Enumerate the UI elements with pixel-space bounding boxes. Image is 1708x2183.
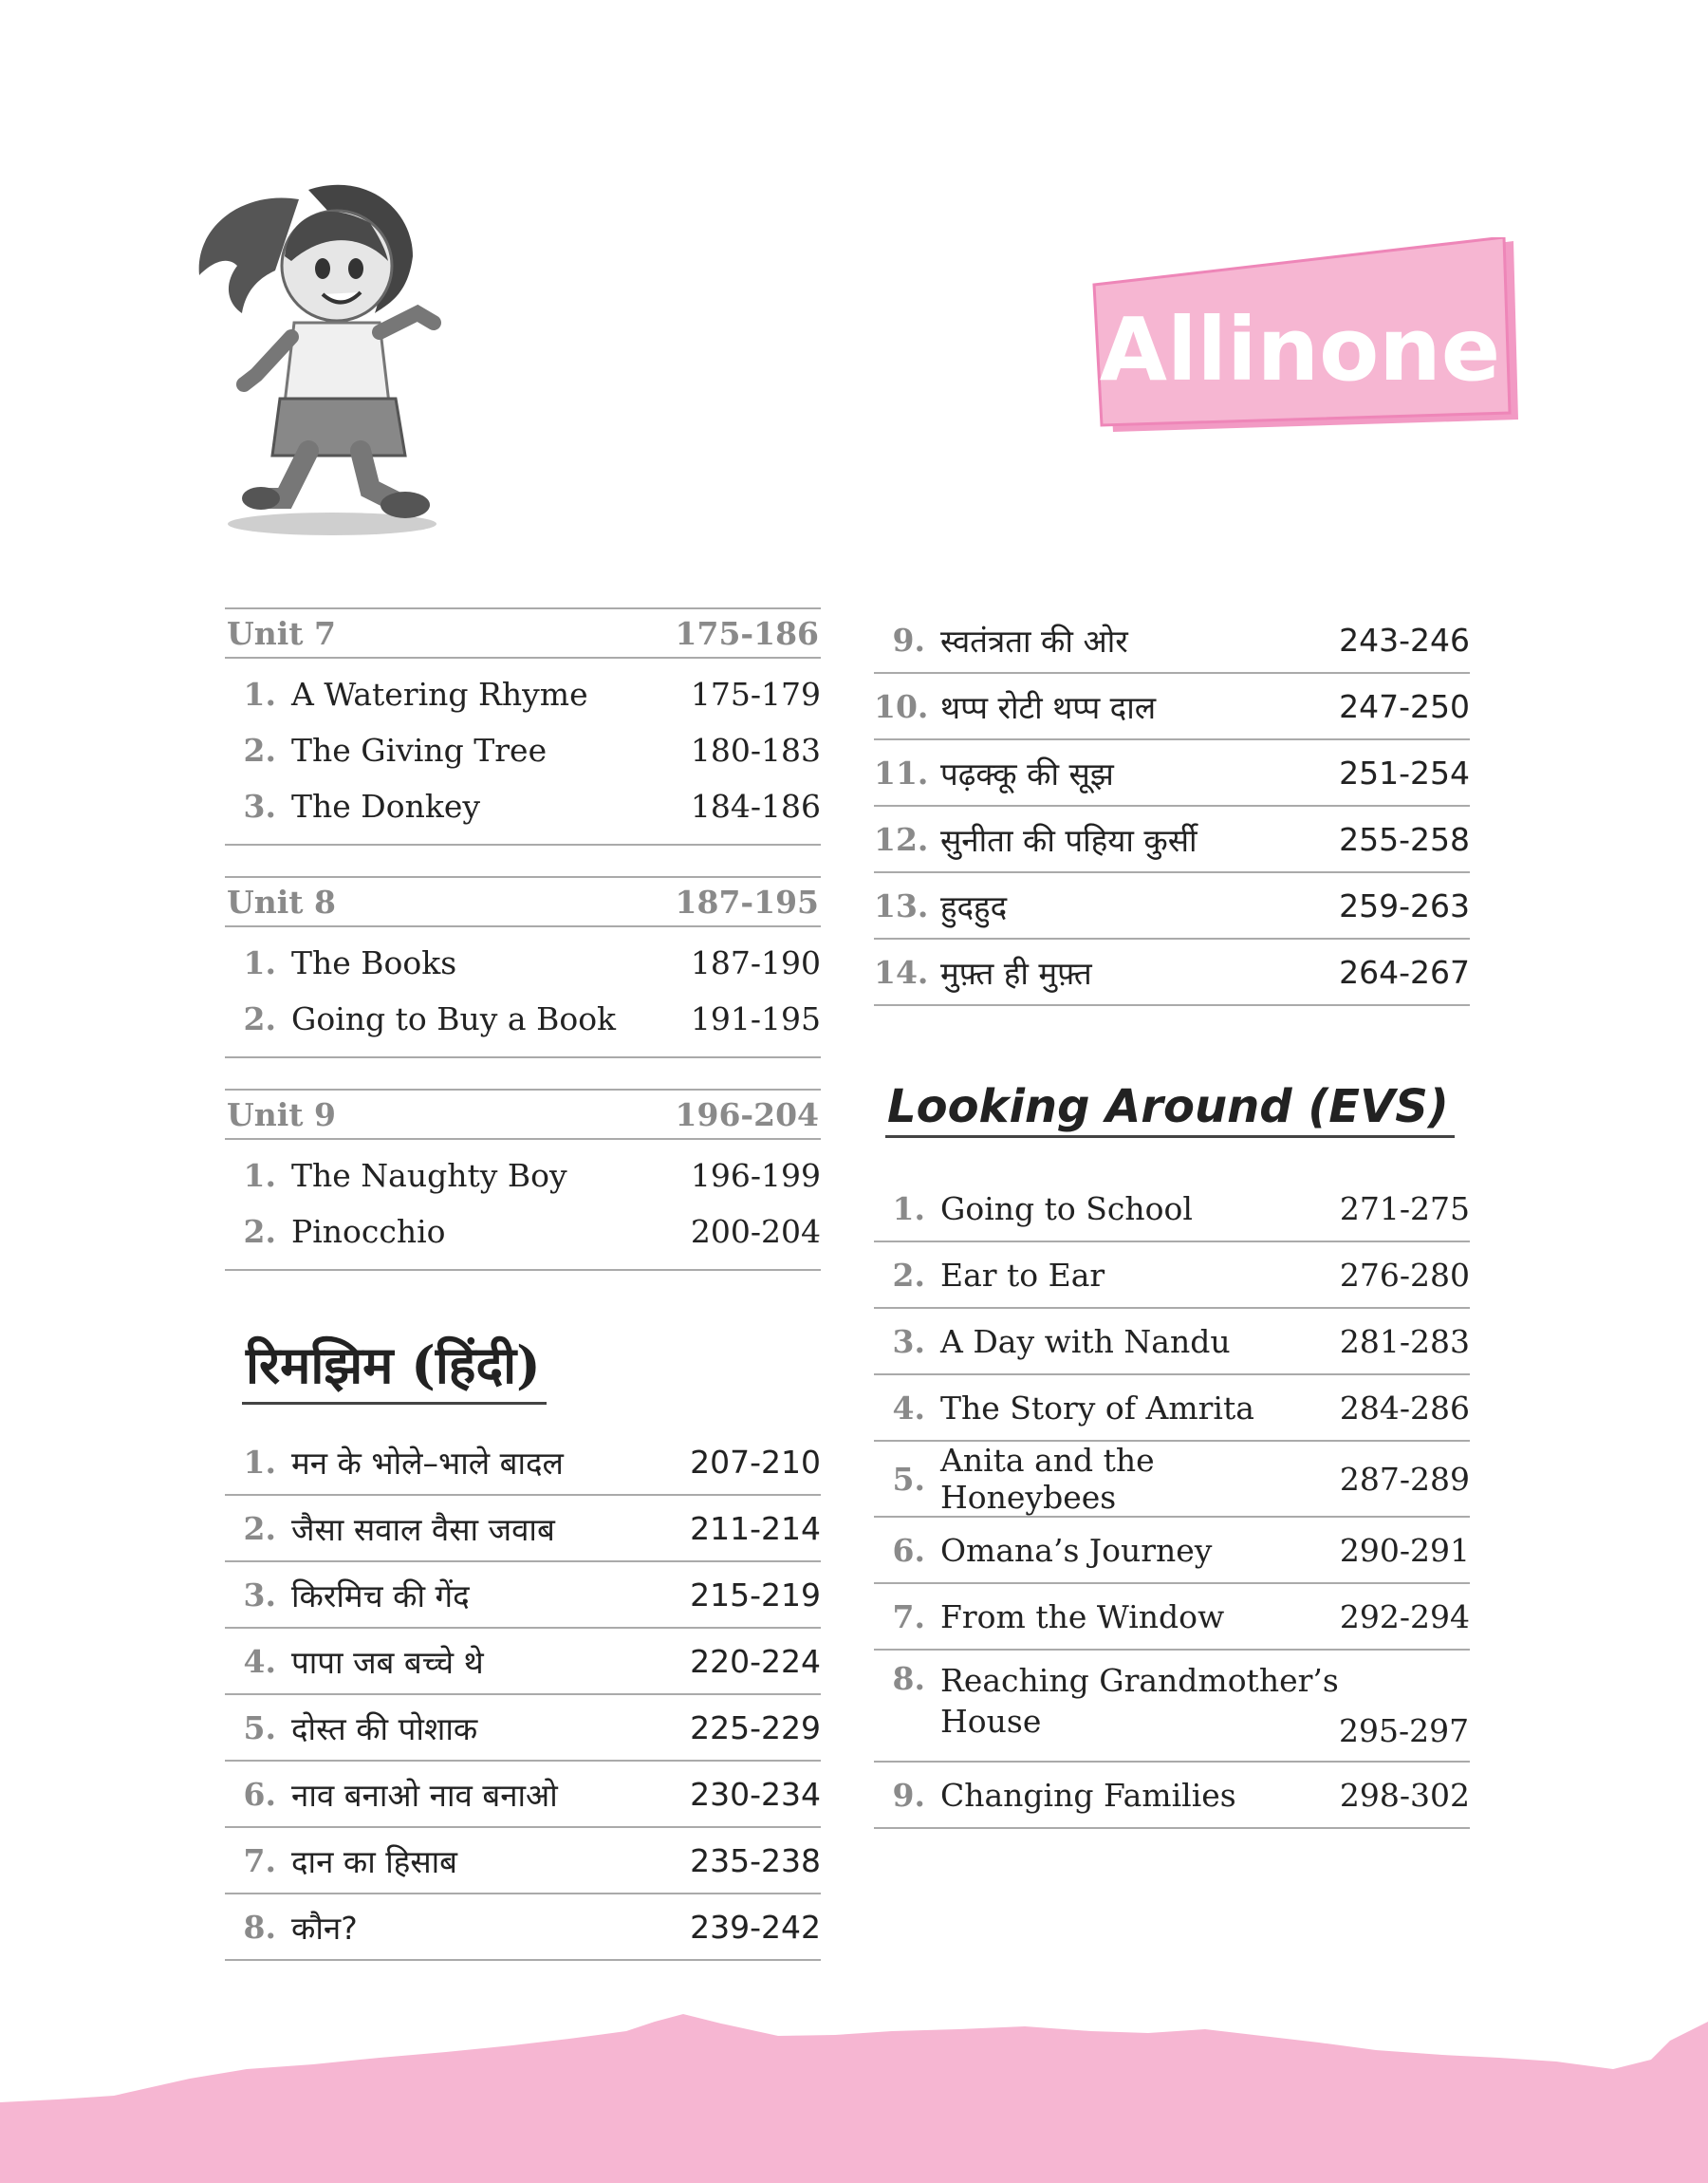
unit-items (225, 659, 821, 846)
unit-8 (225, 876, 821, 1058)
item-pages: 298-302 (1339, 1776, 1470, 1814)
item-number: 8. (243, 1908, 276, 1946)
right-column (874, 607, 1470, 1829)
item-title: थप्प रोटी थप्प दाल (940, 688, 1157, 726)
item-pages: 191-195 (690, 1000, 821, 1037)
list-item (225, 722, 821, 778)
item-pages: 215-219 (690, 1576, 821, 1614)
list-item (225, 1828, 821, 1894)
list-item (225, 778, 821, 834)
list-item (874, 674, 1470, 740)
evs-list (874, 1176, 1470, 1829)
list-item (225, 1496, 821, 1562)
unit-header (225, 1089, 821, 1140)
item-pages: 251-254 (1339, 754, 1470, 792)
item-title: A Watering Rhyme (291, 676, 588, 713)
item-number: 2. (243, 1213, 276, 1250)
hindi-section-title: रिमझिम (हिंदी) (242, 1328, 547, 1405)
item-title: Anita and the Honeybees (940, 1442, 1155, 1516)
item-title: Pinocchio (291, 1213, 446, 1250)
hindi-list-left (225, 1429, 821, 1961)
item-pages: 207-210 (690, 1443, 821, 1481)
item-number: 6. (243, 1775, 276, 1813)
list-item (874, 1242, 1470, 1309)
unit-header (225, 607, 821, 659)
list-item (225, 1562, 821, 1629)
item-pages: 196-199 (690, 1157, 821, 1194)
unit-pages: 175-186 (675, 614, 819, 652)
item-title: पढ़क्कू की सूझ (940, 755, 1114, 793)
list-item (225, 1203, 821, 1259)
item-pages: 243-246 (1339, 621, 1470, 659)
item-pages: 271-275 (1339, 1189, 1470, 1227)
item-pages: 276-280 (1339, 1256, 1470, 1294)
item-number: 14. (874, 953, 929, 991)
item-title: सुनीता की पहिया कुर्सी (940, 821, 1197, 859)
list-item (874, 1375, 1470, 1442)
item-number: 2. (243, 1000, 276, 1037)
item-title: The Naughty Boy (291, 1157, 567, 1194)
item-number: 1. (243, 676, 276, 713)
item-number: 3. (243, 788, 276, 825)
item-pages: 230-234 (690, 1775, 821, 1813)
item-pages: 259-263 (1339, 886, 1470, 924)
list-item (225, 1695, 821, 1762)
item-pages: 184-186 (690, 788, 821, 825)
item-pages: 281-283 (1339, 1322, 1470, 1360)
item-title: Changing Families (940, 1776, 1236, 1814)
item-pages: 264-267 (1339, 953, 1470, 991)
item-title: Going to Buy a Book (291, 1000, 617, 1037)
torn-paper-edge (0, 1993, 1708, 2183)
left-column (225, 607, 821, 1961)
item-pages: 290-291 (1339, 1531, 1470, 1569)
item-title: मन के भोले–भाले बादल (291, 1444, 564, 1482)
item-number: 4. (892, 1389, 925, 1427)
item-pages: 295-297 (1339, 1712, 1470, 1749)
list-item (225, 1762, 821, 1828)
unit-label: Unit 9 (227, 1095, 337, 1133)
item-title: कौन? (291, 1909, 358, 1947)
unit-7 (225, 607, 821, 846)
item-number: 4. (243, 1642, 276, 1680)
list-item (874, 940, 1470, 1006)
item-pages: 284-286 (1339, 1389, 1470, 1427)
item-pages: 292-294 (1339, 1597, 1470, 1635)
item-pages: 211-214 (690, 1509, 821, 1547)
item-pages: 180-183 (690, 732, 821, 769)
list-item (874, 1442, 1470, 1518)
item-title: Reaching Grandmother’s House (940, 1662, 1339, 1740)
item-title: दोस्त की पोशाक (291, 1709, 478, 1747)
unit-items (225, 927, 821, 1058)
unit-9 (225, 1089, 821, 1271)
list-item (225, 666, 821, 722)
item-title: नाव बनाओ नाव बनाओ (291, 1776, 558, 1814)
item-number: 7. (892, 1597, 925, 1635)
item-title: मुफ़्त ही मुफ़्त (940, 954, 1092, 992)
item-number: 5. (892, 1460, 925, 1498)
item-title: The Books (291, 944, 457, 981)
item-title: हुदहुद (940, 887, 1008, 925)
item-number: 6. (892, 1531, 925, 1569)
item-number: 13. (874, 886, 929, 924)
list-item (874, 740, 1470, 807)
item-title: Going to School (940, 1189, 1193, 1227)
unit-items (225, 1140, 821, 1271)
item-number: 3. (892, 1322, 925, 1360)
item-pages: 247-250 (1339, 687, 1470, 725)
logo-text: Allinone (1099, 299, 1501, 401)
item-number: 10. (874, 687, 929, 725)
item-number: 1. (243, 1443, 276, 1481)
item-title: A Day with Nandu (940, 1322, 1231, 1360)
item-title: Ear to Ear (940, 1256, 1105, 1294)
item-pages: 239-242 (690, 1908, 821, 1946)
list-item (874, 807, 1470, 873)
item-pages: 220-224 (690, 1642, 821, 1680)
item-title: The Donkey (291, 788, 481, 825)
item-number: 1. (243, 1157, 276, 1194)
item-number: 5. (243, 1708, 276, 1746)
hindi-list-right (874, 607, 1470, 1006)
item-pages: 200-204 (690, 1213, 821, 1250)
item-title: Omana’s Journey (940, 1531, 1213, 1569)
unit-label: Unit 7 (227, 614, 337, 652)
item-number: 9. (892, 621, 925, 659)
item-pages: 287-289 (1339, 1460, 1470, 1498)
unit-header (225, 876, 821, 927)
list-item (225, 991, 821, 1047)
list-item (874, 1584, 1470, 1651)
list-item (874, 1651, 1470, 1763)
item-number: 1. (243, 944, 276, 981)
allinone-logo (1086, 237, 1523, 437)
item-number: 2. (892, 1256, 925, 1294)
item-number: 9. (892, 1776, 925, 1814)
list-item (225, 1147, 821, 1203)
list-item (874, 607, 1470, 674)
item-title: The Giving Tree (291, 732, 548, 769)
unit-label: Unit 8 (227, 883, 337, 921)
item-pages: 175-179 (690, 676, 821, 713)
list-item (225, 935, 821, 991)
item-number: 12. (874, 820, 929, 858)
item-title: किरमिच की गेंद (291, 1577, 470, 1614)
item-number: 2. (243, 1509, 276, 1547)
evs-section-title: Looking Around (EVS) (885, 1080, 1455, 1138)
item-number: 7. (243, 1841, 276, 1879)
item-title: दान का हिसाब (291, 1842, 458, 1880)
item-title: पापा जब बच्चे थे (291, 1643, 484, 1681)
item-title: From the Window (940, 1597, 1225, 1635)
list-item (874, 1763, 1470, 1829)
item-number: 2. (243, 732, 276, 769)
list-item (874, 1176, 1470, 1242)
item-number: 11. (874, 754, 929, 792)
unit-pages: 187-195 (675, 883, 819, 921)
list-item (225, 1894, 821, 1961)
item-pages: 255-258 (1339, 820, 1470, 858)
item-pages: 187-190 (690, 944, 821, 981)
item-number: 8. (892, 1660, 925, 1697)
item-number: 1. (892, 1189, 925, 1227)
item-title: The Story of Amrita (940, 1389, 1254, 1427)
item-title: जैसा सवाल वैसा जवाब (291, 1510, 555, 1548)
list-item (225, 1429, 821, 1496)
list-item (874, 1309, 1470, 1375)
item-number: 3. (243, 1576, 276, 1614)
item-pages: 225-229 (690, 1708, 821, 1746)
list-item (874, 1518, 1470, 1584)
item-title: स्वतंत्रता की ओर (940, 622, 1128, 660)
running-girl-illustration (185, 171, 470, 541)
item-pages: 235-238 (690, 1841, 821, 1879)
list-item (874, 873, 1470, 940)
unit-pages: 196-204 (675, 1095, 819, 1133)
list-item (225, 1629, 821, 1695)
